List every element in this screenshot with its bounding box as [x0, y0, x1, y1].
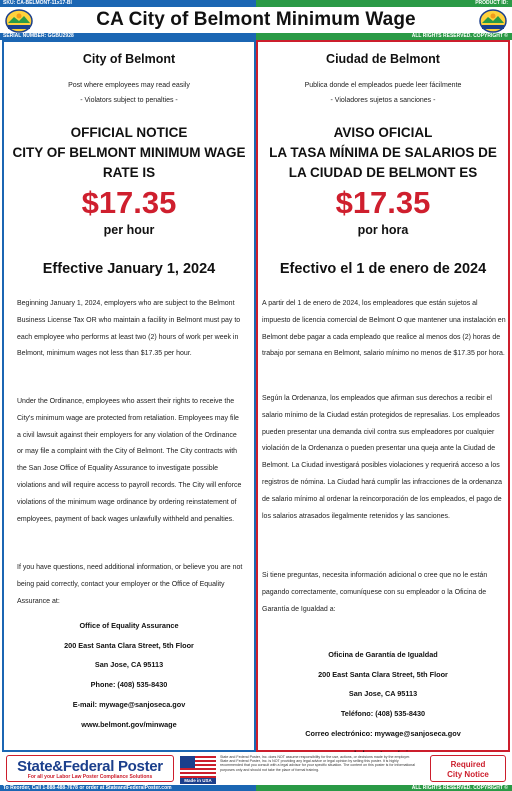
- title-bar: [0, 7, 512, 33]
- serial-number: SERIAL NUMBER: GGBU2928: [0, 33, 256, 40]
- spanish-paragraph-questions: Si tiene preguntas, necesita información adicional o cree que no le están pagando correctamente, comuníquese con su empleador o la Oficina de Garantía de Igualdad a:: [262, 572, 488, 613]
- brand-logo: [6, 755, 174, 782]
- english-rate-unit: per hour: [103, 223, 155, 237]
- copyright-label: ALL RIGHTS RESERVED. COPYRIGHT ©: [256, 33, 512, 40]
- contact-city: San Jose, CA 95113: [94, 660, 164, 670]
- english-contact-block: [4, 616, 254, 734]
- contact-email: Correo electrónico: mywage@sanjoseca.gov: [305, 728, 461, 738]
- contact-street: 200 East Santa Clara Street, 5th Floor: [318, 669, 448, 679]
- product-id-label: PRODUCT ID:: [256, 0, 512, 7]
- notice-line: LA CIUDAD DE BELMONT ES: [288, 165, 478, 180]
- contact-office: Office of Equality Assurance: [79, 621, 179, 630]
- english-heading: City of Belmont: [82, 52, 176, 66]
- brand-name: State&Federal Poster: [17, 758, 163, 775]
- contact-website: www.belmont.gov/minwage: [81, 719, 177, 729]
- city-seal-icon: [478, 9, 508, 33]
- english-paragraph-eligibility: Beginning January 1, 2024, employers who are subject to the Belmont Business License Tax OR who maintain a facility in Belmont must pay to each employee who performs at least two (2) hours of work per week in Belmont, minimum wages not less than $17.35 per hour.: [17, 300, 241, 358]
- english-penalty-warning: - Violators subject to penalties -: [80, 97, 178, 104]
- english-paragraph-questions: If you have questions, need additional information, or believe you are not being paid correctly, contact your employer or the Office of Equality Assurance at:: [17, 564, 243, 605]
- english-wage-rate: $17.35: [81, 185, 177, 220]
- notice-line: OFFICIAL NOTICE: [70, 125, 188, 140]
- city-notice-label: City Notice: [447, 770, 489, 779]
- contact-phone: Phone: (408) 535-8430: [90, 680, 168, 690]
- notice-line: AVISO OFICIAL: [333, 125, 433, 140]
- spanish-posting-instruction: Publica donde el empleados puede leer fácilmente: [304, 82, 462, 89]
- english-paragraph-rights: Under the Ordinance, employees who assert their rights to receive the City's minimum wage are protected from retaliation. Employees may file a civil lawsuit against their employers for any violation of the Ordinance or may file a complaint with the City of Belmont. The City contracts with the San Jose Office of Equality Assurance to investigate possible violations and will require access to payroll records. The City will enforce violations of the minimum wage ordinance by ordering reinstatement of employees, payment of back wages unlawfully withheld and penalties.: [17, 398, 242, 523]
- serial-strip: [0, 33, 512, 40]
- spanish-wage-rate: $17.35: [335, 185, 431, 220]
- spanish-notice-title: [258, 123, 508, 183]
- reorder-info: To Reorder, Call 1-888-488-7678 or order at StateandFederalPoster.com: [0, 785, 256, 791]
- spanish-paragraph-rights: Según la Ordenanza, los empleados que afirman sus derechos a recibir el salario mínimo de la Ciudad están protegidos de represalias. Los empleados pueden presentar una demanda civil contra sus empleadores por cualquier violación de la Ordenanza o pueden presentar una queja ante la Ciudad de Belmont. La Ciudad investigará posibles violaciones y requerirá acceso a los registros de nómina. La Ciudad hará cumplir las infracciones de la ordenanza de salario mínimo al ordenar la reincorporación de los empleados, el pago de los salarios atrasados ilegalmente retenidos y las sanciones.: [262, 395, 503, 520]
- contact-email: E-mail: mywage@sanjoseca.gov: [72, 699, 186, 709]
- page-title: CA City of Belmont Minimum Wage: [96, 9, 416, 30]
- notice-line: RATE IS: [102, 165, 156, 180]
- notice-line: CITY OF BELMONT MINIMUM WAGE: [12, 145, 246, 160]
- brand-tagline: For all your Labor Law Poster Compliance Solutions: [27, 774, 153, 780]
- legal-disclaimer: State and Federal Poster, Inc. does NOT assume responsibility for the use, actions, or decisions made by the employer. State and Federal Poster, Inc. is NOT providing any legal advice or legal opinion by selling this poster. It is highly recommended that you consult with a legal advisor for your specific situation. The content on this poster is for informational purposes only and should not take the place of formal training.: [220, 755, 416, 772]
- sku-label: SKU: CA-BELMONT-11x17-BI: [0, 0, 256, 7]
- english-panel: [2, 40, 256, 752]
- required-notice-badge: [430, 755, 506, 782]
- footer: [0, 752, 512, 785]
- notice-line: LA TASA MÍNIMA DE SALARIOS DE: [269, 145, 497, 160]
- spanish-rate-unit: por hora: [357, 223, 409, 237]
- spanish-penalty-warning: - Violadores sujetos a sanciones -: [330, 97, 436, 104]
- english-posting-instruction: Post where employees may read easily: [68, 82, 190, 89]
- english-effective-date: Effective January 1, 2024: [42, 261, 216, 277]
- top-strip: [0, 0, 512, 7]
- contact-office: Oficina de Garantía de Igualdad: [328, 650, 438, 659]
- spanish-panel: [256, 40, 510, 752]
- made-in-usa-label: Made in USA: [180, 778, 216, 784]
- city-seal-icon: [4, 9, 34, 33]
- spanish-paragraph-eligibility: A partir del 1 de enero de 2024, los empleadores que están sujetos al impuesto de licencia comercial de Belmont O que mantener una instalación en Belmont debe pagar a cada empleado que realice al menos dos (2) horas de trabajo por semana en Belmont, salario mínimo no menos de $17.35 por hora.: [262, 300, 506, 358]
- bottom-strip: [0, 785, 512, 791]
- bottom-copyright: ALL RIGHTS RESERVED. COPYRIGHT ©: [256, 785, 512, 791]
- spanish-contact-block: [258, 645, 508, 763]
- english-notice-title: [4, 123, 254, 183]
- contact-street: 200 East Santa Clara Street, 5th Floor: [64, 640, 194, 650]
- contact-city: San Jose, CA 95113: [348, 689, 418, 699]
- contact-phone: Teléfono: (408) 535-8430: [340, 709, 426, 719]
- required-label: Required: [450, 760, 486, 769]
- spanish-heading: Ciudad de Belmont: [326, 52, 440, 66]
- spanish-effective-date: Efectivo el 1 de enero de 2024: [279, 261, 487, 277]
